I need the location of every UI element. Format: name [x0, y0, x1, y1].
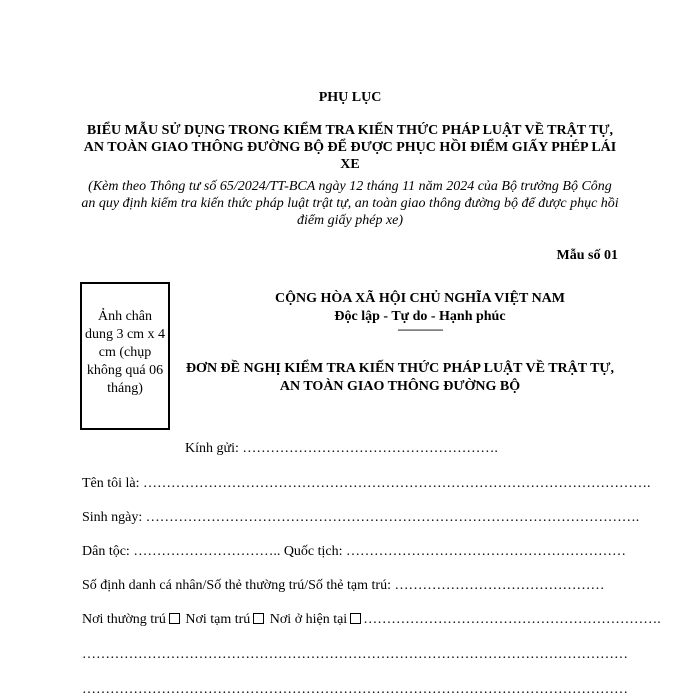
residence-permanent-checkbox[interactable]: [169, 613, 180, 624]
form-heading: BIỂU MẪU SỬ DỤNG TRONG KIỂM TRA KIẾN THỨC PHÁP LUẬT VỀ TRẬT TỰ, AN TOÀN GIAO THÔNG ĐƯỜNG BỘ ĐỂ ĐƯỢC PHỤC HỒI ĐIỂM GIẤY PHÉP LÁI XE: [83, 123, 617, 172]
blank-line[interactable]: ………………………………………………………………………………………………………: [82, 647, 628, 662]
residence-current-label: Nơi ở hiện tại: [269, 612, 348, 627]
recipient-field[interactable]: Kính gửi: ……………………………………………….: [185, 441, 498, 456]
nation-title: CỘNG HÒA XÃ HỘI CHỦ NGHĨA VIỆT NAM: [274, 291, 565, 306]
photo-box: [80, 282, 170, 430]
residence-row: [82, 611, 661, 629]
blank-line[interactable]: ………………………………………………………………………………………………………: [82, 682, 628, 697]
appendix-title: PHỤ LỤC: [318, 90, 382, 105]
motto: Độc lập - Tự do - Hạnh phúc: [334, 309, 506, 324]
attached-note: (Kèm theo Thông tư số 65/2024/TT-BCA ngày 12 tháng 11 năm 2024 của Bộ trưởng Bộ Công an quy định kiểm tra kiến thức pháp luật trật tự, an toàn giao thông đường bộ để được phục hồi điểm giấy phép xe): [81, 179, 619, 228]
ethnicity-nationality-field[interactable]: Dân tộc: ………………………….. Quốc tịch: ……………………………………………………: [82, 544, 627, 559]
form-title: ĐƠN ĐỀ NGHỊ KIỂM TRA KIẾN THỨC PHÁP LUẬT VỀ TRẬT TỰ, AN TOÀN GIAO THÔNG ĐƯỜNG BỘ: [185, 361, 615, 394]
photo-box-text: Ảnh chân dung 3 cm x 4 cm (chụp không quá 06 tháng): [84, 309, 166, 396]
name-field[interactable]: Tên tôi là: ……………………………………………………………………………………………….: [82, 476, 651, 491]
residence-dots[interactable]: ……………………………………………………….: [363, 612, 661, 627]
form-number: Mẫu số 01: [556, 248, 618, 263]
residence-permanent-label: Nơi thường trú: [82, 612, 166, 627]
residence-current-checkbox[interactable]: [350, 613, 361, 624]
residence-temporary-label: Nơi tạm trú: [185, 612, 251, 627]
dob-field[interactable]: Sinh ngày: …………………………………………………………………………………………….: [82, 510, 640, 525]
residence-temporary-checkbox[interactable]: [253, 613, 264, 624]
separator: ---------------: [397, 322, 443, 336]
id-number-field[interactable]: Số định danh cá nhân/Số thẻ thường trú/Số thẻ tạm trú: ………………………………………: [82, 578, 605, 593]
